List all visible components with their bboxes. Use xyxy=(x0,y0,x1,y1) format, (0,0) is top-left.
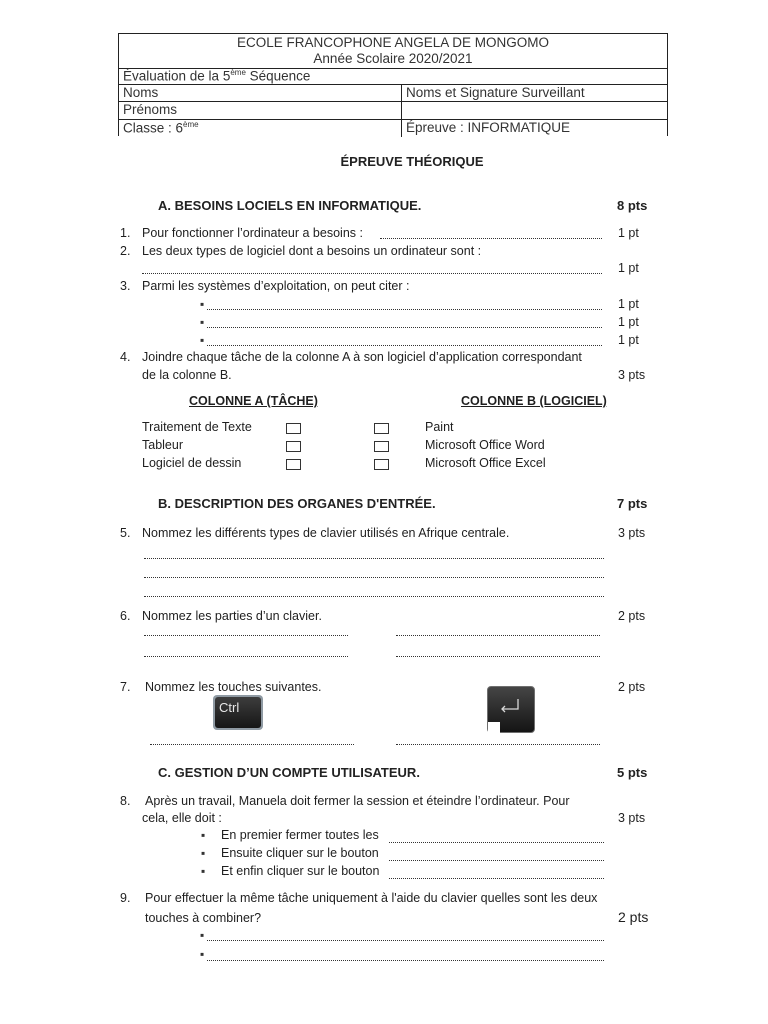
header-table xyxy=(118,33,668,136)
q9-number: 9. xyxy=(120,891,131,905)
q6-number: 6. xyxy=(120,609,131,623)
enter-key-icon xyxy=(487,686,535,733)
surveillant-label: Noms et Signature Surveillant xyxy=(406,85,585,100)
bullet-icon: ▪ xyxy=(200,928,205,942)
q1-points: 1 pt xyxy=(618,226,639,240)
q4-text-line2: de la colonne B. xyxy=(142,368,232,382)
answer-line[interactable] xyxy=(144,656,348,657)
q4-text-line1: Joindre chaque tâche de la colonne A à son logiciel d’application correspondant xyxy=(142,350,582,364)
q9-text-line1: Pour effectuer la même tâche uniquement à l'aide du clavier quelles sont les deux xyxy=(145,891,598,905)
q5-points: 3 pts xyxy=(618,526,646,540)
column-a-item: Tableur xyxy=(142,438,183,452)
answer-line[interactable] xyxy=(144,577,604,578)
answer-line[interactable] xyxy=(207,940,604,941)
q7-text: Nommez les touches suivantes. xyxy=(145,680,322,694)
enter-arrow-icon xyxy=(488,687,536,734)
answer-line[interactable] xyxy=(207,309,602,310)
classe-label: Classe : 6ème xyxy=(123,120,199,136)
answer-line[interactable] xyxy=(396,635,600,636)
q8-item: Ensuite cliquer sur le bouton xyxy=(221,846,379,860)
noms-label: Noms xyxy=(123,85,159,100)
q9-points: 2 pts xyxy=(618,909,649,925)
q8-points: 3 pts xyxy=(618,811,646,825)
column-a-header: COLONNE A (TÂCHE) xyxy=(189,394,318,408)
answer-line[interactable] xyxy=(389,878,604,879)
q8-text-line1: Après un travail, Manuela doit fermer la session et éteindre l’ordinateur. Pour xyxy=(145,794,570,808)
checkbox-a3[interactable] xyxy=(286,459,301,470)
q5-text: Nommez les différents types de clavier utilisés en Afrique centrale. xyxy=(142,526,510,540)
divider xyxy=(401,84,402,137)
answer-line[interactable] xyxy=(389,860,604,861)
answer-line[interactable] xyxy=(396,744,600,745)
answer-line[interactable] xyxy=(142,273,602,274)
q9-text-line2: touches à combiner? xyxy=(145,911,262,925)
bullet-icon: ▪ xyxy=(200,947,205,961)
q7-number: 7. xyxy=(120,680,131,694)
answer-line[interactable] xyxy=(207,960,604,961)
bullet-icon: ▪ xyxy=(200,315,205,329)
checkbox-b1[interactable] xyxy=(374,423,389,434)
q1-number: 1. xyxy=(120,226,131,240)
school-year: Année Scolaire 2020/2021 xyxy=(313,51,473,66)
q3-points-3: 1 pt xyxy=(618,333,639,347)
column-a-item: Logiciel de dessin xyxy=(142,456,242,470)
q2-text: Les deux types de logiciel dont a besoins un ordinateur sont : xyxy=(142,244,482,258)
q3-text: Parmi les systèmes d’exploitation, on peut citer : xyxy=(142,279,410,293)
school-name: ECOLE FRANCOPHONE ANGELA DE MONGOMO xyxy=(236,35,550,50)
divider xyxy=(119,101,667,102)
q4-points: 3 pts xyxy=(618,368,646,382)
column-b-item: Paint xyxy=(425,420,454,434)
section-c-points: 5 pts xyxy=(617,765,648,780)
ctrl-key-icon xyxy=(213,695,263,730)
answer-line[interactable] xyxy=(207,345,602,346)
bullet-icon: ▪ xyxy=(201,864,206,878)
page-title: ÉPREUVE THÉORIQUE xyxy=(340,154,484,169)
q4-number: 4. xyxy=(120,350,131,364)
checkbox-b2[interactable] xyxy=(374,441,389,452)
evaluation-label: Évaluation de la 5ème Séquence xyxy=(123,68,311,84)
q8-item: Et enfin cliquer sur le bouton xyxy=(221,864,380,878)
column-a-item: Traitement de Texte xyxy=(142,420,252,434)
ctrl-key-label: Ctrl xyxy=(215,697,261,728)
q5-number: 5. xyxy=(120,526,131,540)
answer-line[interactable] xyxy=(144,558,604,559)
answer-line[interactable] xyxy=(144,596,604,597)
checkbox-a2[interactable] xyxy=(286,441,301,452)
answer-line[interactable] xyxy=(380,238,602,239)
checkbox-b3[interactable] xyxy=(374,459,389,470)
section-b-points: 7 pts xyxy=(617,496,648,511)
q3-points-1: 1 pt xyxy=(618,297,639,311)
q8-number: 8. xyxy=(120,794,131,808)
bullet-icon: ▪ xyxy=(200,333,205,347)
q2-number: 2. xyxy=(120,244,131,258)
bullet-icon: ▪ xyxy=(201,846,206,860)
prenoms-label: Prénoms xyxy=(123,102,178,117)
section-a-points: 8 pts xyxy=(617,198,648,213)
q8-item: En premier fermer toutes les xyxy=(221,828,379,842)
q3-number: 3. xyxy=(120,279,131,293)
answer-line[interactable] xyxy=(396,656,600,657)
q8-text-line2: cela, elle doit : xyxy=(142,811,222,825)
answer-line[interactable] xyxy=(144,635,348,636)
q6-points: 2 pts xyxy=(618,609,646,623)
answer-line[interactable] xyxy=(389,842,604,843)
section-a-title: A. BESOINS LOCIELS EN INFORMATIQUE. xyxy=(158,198,422,213)
section-b-title: B. DESCRIPTION DES ORGANES D'ENTRÉE. xyxy=(158,496,436,511)
q7-points: 2 pts xyxy=(618,680,646,694)
q6-text: Nommez les parties d’un clavier. xyxy=(142,609,322,623)
q2-points: 1 pt xyxy=(618,261,639,275)
q3-points-2: 1 pt xyxy=(618,315,639,329)
section-c-title: C. GESTION D’UN COMPTE UTILISATEUR. xyxy=(158,765,420,780)
checkbox-a1[interactable] xyxy=(286,423,301,434)
answer-line[interactable] xyxy=(207,327,602,328)
q1-text: Pour fonctionner l’ordinateur a besoins : xyxy=(142,226,363,240)
column-b-header: COLONNE B (LOGICIEL) xyxy=(461,394,607,408)
bullet-icon: ▪ xyxy=(200,297,205,311)
bullet-icon: ▪ xyxy=(201,828,206,842)
column-b-item: Microsoft Office Word xyxy=(425,438,545,452)
answer-line[interactable] xyxy=(150,744,354,745)
epreuve-label: Épreuve : INFORMATIQUE xyxy=(406,120,571,135)
divider xyxy=(119,119,667,120)
column-b-item: Microsoft Office Excel xyxy=(425,456,546,470)
